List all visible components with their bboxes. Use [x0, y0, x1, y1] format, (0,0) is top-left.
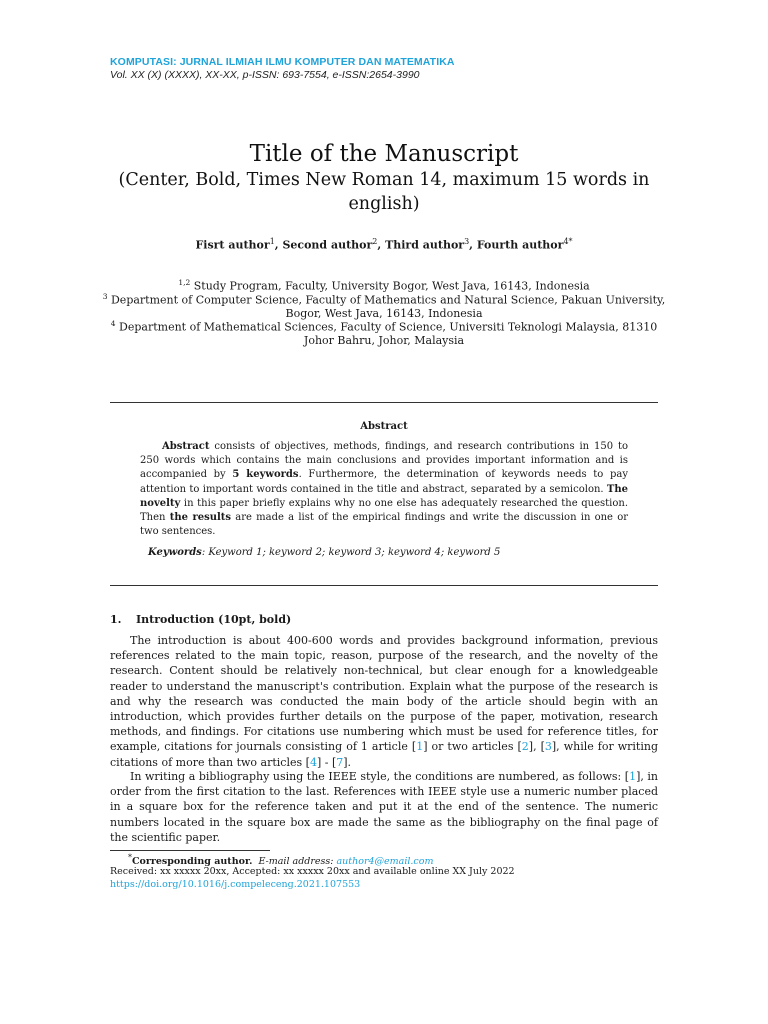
citation-link[interactable]: 1: [629, 770, 637, 783]
email-label: E-mail address:: [258, 856, 334, 868]
affiliation-text: Department of Computer Science, Faculty of Mathematics and Natural Science, Pakuan University, Bogor, West Java, 16143, Indonesia: [110, 293, 666, 321]
received-line: Received: xx xxxxx 20xx, Accepted: xx xxxxx 20xx and available online XX July 2022: [110, 866, 515, 877]
abstract-text: consists of objectives, methods, findings, and research contributions in 150 to 250 words which contains the main conclusions and provides important information and is accompanied by: [140, 441, 628, 481]
citation-link[interactable]: 1: [416, 740, 424, 754]
citation-link[interactable]: 4: [309, 755, 317, 769]
affiliation-text: Department of Mathematical Sciences, Faculty of Science, Universiti Teknologi Malaysia, 81310 Johor Bahru, Johor, Malaysia: [119, 320, 658, 348]
doi-link-text[interactable]: https://doi.org/10.1016/j.compeleceng.2021.107553: [110, 879, 361, 890]
affiliation-mark: 3: [102, 292, 108, 301]
abstract-bold: 5 keywords: [232, 469, 299, 481]
abstract-heading: Abstract: [360, 421, 408, 432]
abstract-bold: the results: [169, 512, 232, 524]
affiliation-text: Study Program, Faculty, University Bogor, West Java, 16143, Indonesia: [193, 279, 590, 293]
page-title: Title of the Manuscript: [249, 141, 519, 167]
abstract-text: . Furthermore, the determination of keywords needs to pay attention to important words contained in the title and abstract, separated by a semicolon.: [140, 469, 628, 495]
author-name: Third author: [385, 238, 465, 252]
page-subtitle: (Center, Bold, Times New Roman 14, maximum 15 words in english): [118, 170, 650, 214]
footnote-rule: [110, 850, 270, 851]
paragraph-text: ] or two articles [: [423, 740, 522, 754]
paragraph-text: ] - [: [316, 755, 337, 769]
author-affil-mark: 1: [269, 237, 275, 246]
author-affil-mark: 4*: [563, 237, 573, 246]
citation-link[interactable]: 3: [544, 740, 552, 754]
footnote-mark: *: [128, 853, 132, 862]
abstract-top-rule: [110, 402, 658, 403]
citation-link[interactable]: 2: [521, 740, 529, 754]
author-name: Fourth author: [476, 238, 564, 252]
paragraph-text: ], [: [528, 740, 545, 754]
keywords-text: : Keyword 1; keyword 2; keyword 3; keyword 4; keyword 5: [201, 547, 501, 558]
section-heading: [110, 613, 291, 626]
keywords-line: [148, 547, 500, 558]
intro-paragraph-2: [110, 769, 658, 845]
journal-meta: Vol. XX (X) (XXXX), XX-XX, p-ISSN: 693-7554, e-ISSN:2654-3990: [110, 69, 420, 81]
paragraph-text: ].: [343, 755, 352, 769]
keywords-label: Keywords: [148, 547, 202, 558]
section-title: Introduction (10pt, bold): [136, 613, 292, 626]
affiliation: [100, 317, 668, 348]
affiliation-mark: 1,2: [178, 278, 191, 287]
abstract-text: are made a list of the empirical findings and write the discussion in one or two sentences.: [140, 512, 629, 538]
author-name: Second author: [282, 238, 373, 252]
author-affil-mark: 2: [372, 237, 378, 246]
abstract-bold: The novelty: [140, 483, 628, 509]
footnote-label: Corresponding author.: [131, 856, 253, 868]
author-list: Fisrt author$^1$, Second author$^2$, Third author$^3$, Fourth author$^{4*}$: [195, 237, 573, 252]
paragraph-text: The introduction is about 400-600 words and provides background information, previous references related to the main topic, reason, purpose of the research, and the novelty of the research. Content should be relatively non-technical, but clear enough for a knowledgeable reader to understand the manuscript's contribution. Explain what the purpose of the research is and why the research was conducted the main body of the article should begin with an introduction, which provides further details on the purpose of the paper, motivation, research methods, and findings. For citations use numbering which must be used for reference titles, for example, citations for journals consisting of 1 article [: [110, 634, 658, 754]
affiliation-mark: 4: [110, 319, 116, 328]
abstract-body: [140, 440, 628, 539]
section-number: 1.: [110, 613, 122, 626]
paragraph-text: ], in order from the first citation to the last. References with IEEE style use a numeric number placed in a square box for the reference taken and put it at the end of the sentence. The numeric numbers located in the square box are made the same as the bibliography on the final page of the scientific paper.: [110, 770, 658, 844]
paragraph-text: ], while for writing citations of more than two articles [: [110, 740, 658, 769]
author-name: Fisrt author: [195, 238, 270, 252]
doi-link[interactable]: [110, 879, 360, 891]
author-affil-mark: 3: [464, 237, 470, 246]
abstract-lead: Abstract: [162, 441, 210, 452]
intro-paragraph-1: [110, 633, 658, 770]
journal-name: KOMPUTASI: JURNAL ILMIAH ILMU KOMPUTER DAN MATEMATIKA: [110, 56, 455, 68]
abstract-bottom-rule: [110, 585, 658, 586]
citation-link[interactable]: 7: [336, 755, 344, 769]
email-link[interactable]: author4@email.com: [336, 856, 434, 868]
paragraph-text: In writing a bibliography using the IEEE style, the conditions are numbered, as follows: [: [130, 770, 630, 783]
abstract-text: in this paper briefly explains why no one else has adequately researched the question. Then: [140, 497, 628, 524]
